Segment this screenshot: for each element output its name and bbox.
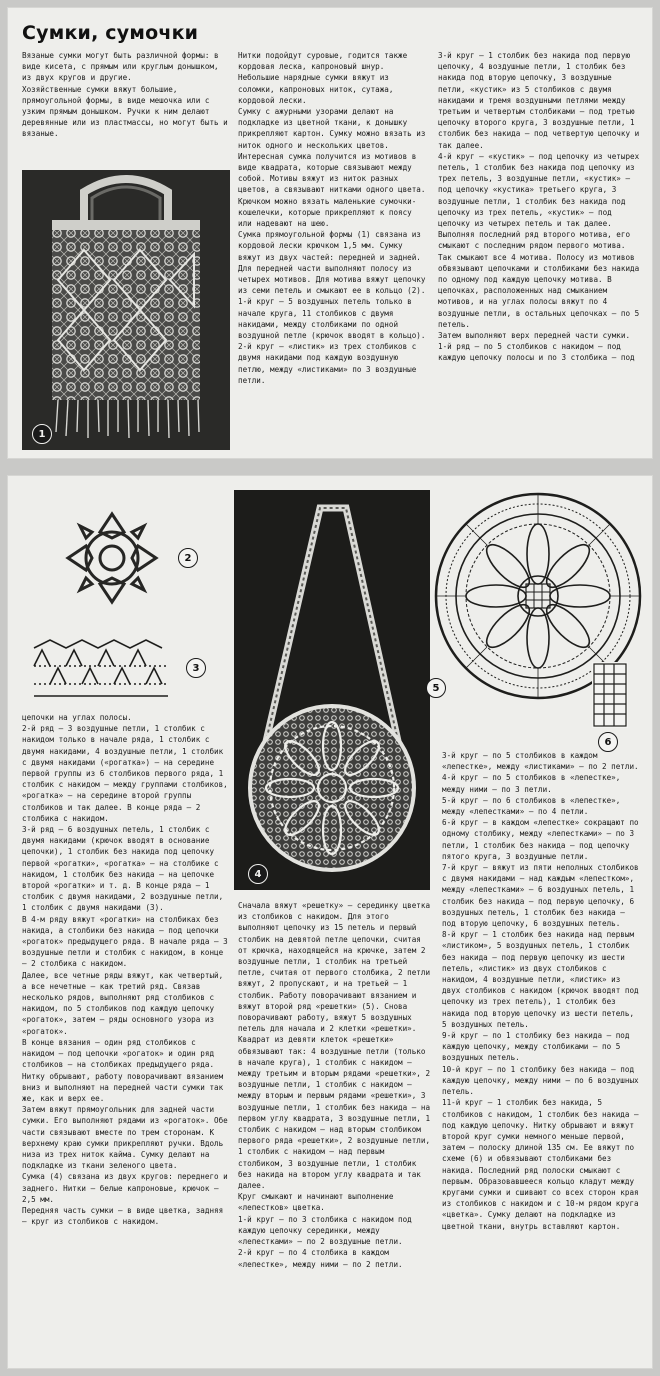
figure-6-label: 6 — [598, 732, 618, 752]
figure-4-label: 4 — [248, 864, 268, 884]
text-column-middle: Нитки подойдут суровые, годится также кордовая леска, капроновый шнур. Небольшие нарядные сумки вяжут из соломки, капроновых ниток, сутажа, кордовой лески. Сумку с ажурными узорами делают на подкладке из цветной ткани, к донышку прикрепляют картон. Сумку можно вязать из ниток одного и нескольких цветов. Интересная сумка получится из мотивов в виде квадрата, которые связывают между собой. Мотивы вяжут из ниток разных цветов, а связывают нитками одного цвета. Крючком можно вязать маленькие сумочки-кошелечки, которые прикрепляют к поясу или надевают на шею. Сумка прямоугольной формы (1) связана из кордовой лески крючком 1,5 мм. Сумку вяжут из двух частей: передней и задней. Для передней части выполняют полосу из четырех мотивов. Для мотива вяжут цепочку из семи петель и смыкают ее в кольцо (2). 1-й круг — 5 воздушных петель только в начале круга, 11 столбиков с двумя накидами, между столбиками по одной воздушной петле (крючок вводят в кольцо). 2-й круг — «листик» из трех столбиков с двумя накидами под каждую воздушную петлю, между «листиками» по 3 воздушные петли. — [238, 51, 426, 385]
text-column-left: цепочки на углах полосы. 2-й ряд — 3 воздушные петли, 1 столбик с накидом только в начале ряда, 1 столбик с двумя накидами, 4 воздушные петли, 1 столбик с двумя накидами («рогатка») — на середине первой группы из 6 столбиков первого ряда, 1 столбик с накидом — между группами столбиков, «рогатка» — на середине второй группы столбиков и так далее. В конце ряда — 2 столбика с накидом. 3-й ряд — 6 воздушных петель, 1 столбик с двумя накидами (крючок вводят в основание цепочки), 1 столбик без накида под цепочку первой «рогатки», «рогатка» — на столбике с накидом, 1 столбик без накида — на цепочке второй «рогатки» и т. д. В конце ряда — 1 столбик с двумя накидами, 2 воздушные петли, 1 столбик с двумя накидами (3). В 4-м ряду вяжут «рогатки» на столбиках без накида, а столбики без накида — под цепочки «рогаток» предыдущего ряда. В начале ряда — 3 воздушные петли и столбик с накидом, в конце — 2 столбика с накидом. Далее, все четные ряды вяжут, как четвертый, а все нечетные — как третий ряд. Связав несколько рядов, выполняют ряд столбиков с накидом, по 5 столбиков под каждую цепочку «рогаток», затем — ряды основного узора из «рогаток». В конце вязания — один ряд столбиков с накидом — под цепочки «рогаток» и один ряд столбиков — на столбиках предыдущего ряда. Нитку обрывают, работу поворачивают вязанием вниз и выполняют на передней части сумки так же, как и верх ее. Затем вяжут прямоугольник для задней части сумки. Его выполняют рядами из «рогаток». Обе части связывают вместе по трем сторонам. К верхнему краю сумки прикрепляют ручки. Вдоль низа из трех ниток кайма. Сумку делают на подкладке из ткани зеленого цвета. Сумка (4) связана из двух кругов: переднего и заднего. Нитки — белые капроновые, крючок — 2,5 мм. Передняя часть сумки — в виде цветка, задняя — круг из столбиков с накидом. — [22, 713, 228, 1227]
figure-2-label: 2 — [178, 548, 198, 568]
intro-text-column: Вязаные сумки могут быть различной формы: в виде кисета, с прямым или круглым донышком, из двух кругов и другие. Хозяйственные сумки вяжут большие, прямоугольной формы, в виде мешочка или с узким прямым донышком. Ручки к ним делают деревянные или из пластмассы, но могут быть и вязаные. — [22, 51, 228, 139]
figure-6-strip-scheme — [592, 662, 628, 728]
figure-3-label: 3 — [186, 658, 206, 678]
article-page-top — [8, 8, 652, 458]
article-title: Сумки, сумочки — [22, 22, 199, 44]
article-page-bottom — [8, 476, 652, 1368]
text-column-right: 3-й круг — 1 столбик без накида под первую цепочку, 4 воздушные петли, 1 столбик без накида под вторую цепочку, 3 воздушные петли, «кустик» из 5 столбиков с двумя накидами и тремя воздушными петлями между третьим и четвертым столбиками — под третью цепочку второго круга, 3 воздушные петли, 1 столбик без накида — под четвертую цепочку и так далее. 4-й круг — «кустик» — под цепочку из четырех петель, 1 столбик без накида под цепочку из трех петель, 3 воздушные петли, «кустик» — под цепочку «кустика» третьего круга, 3 воздушные петли, 1 столбик без накида под цепочку из трех петель, «кустик» — под цепочку из четырех петель и так далее. Выполняя последний ряд второго мотива, его смыкают с последним рядом первого мотива. Так смыкают все 4 мотива. Полосу из мотивов обвязывают цепочками и столбиками без накида по одному под каждую цепочку мотива. В цепочках, расположенных над смыканием мотивов, и на углах полосы вяжут по 4 воздушные петли, в остальных цепочках — по 5 петель. Затем выполняют верх передней части сумки. 1-й ряд — по 5 столбиков с накидом — под каждую цепочку полосы и по 3 столбика — под — [438, 51, 640, 363]
figure-1-bag-photo — [22, 170, 230, 450]
text-column-right: 3-й круг — по 5 столбиков в каждом «лепестке», между «листиками» — по 2 петли. 4-й круг — по 5 столбиков в «лепестке», между ними — по 3 петли. 5-й круг — по 6 столбиков в «лепестке», между «лепестками» — по 4 петли. 6-й круг — в каждом «лепестке» сокращают по одному столбику, между «лепестками» — по 3 петли, 1 столбик без накида — под цепочку пятого круга, 3 воздушные петли. 7-й круг — вяжут из пяти неполных столбиков с двумя накидами — над каждым «лепестком», между «лепестками» — 6 воздушных петель, 1 столбик без накида — под первую цепочку, 6 воздушных петель, 1 столбик без накида — под вторую цепочку, 6 воздушных петель. 8-й круг — 1 столбик без накида над первым «листиком», 5 воздушных петель, 1 столбик без накида — под первую цепочку из шести петель, «листик» из двух столбиков с накидом, 4 воздушные петли, «листик» из двух столбиков с накидом (крючок вводят под цепочку из трех петель), 1 столбик без накида под вторую цепочку из шести петель, 5 воздушных петель. 9-й круг — по 1 столбику без накида — под каждую цепочку, между столбиками — по 5 воздушных петель. 10-й круг — по 1 столбику без накида — под каждую цепочку, между ними — по 6 воздушных петель. 11-й круг — 1 столбик без накида, 5 столбиков с накидом, 1 столбик без накида — под каждую цепочку. Нитку обрывают и вяжут второй круг сумки немного меньше первой, затем — полоску длиной 135 см. Ее вяжут по схеме (6) и обвязывают столбиками без накида. Последний ряд полоски смыкают с первым. Образовавшееся кольцо кладут между кругами сумки и сшивают со всех сторон края из столбиков с накидом и с 10-м рядом круга «цветка». Сумку делают на подкладке из цветной ткани, внутрь вставляют картон. — [442, 751, 639, 1231]
figure-4-round-bag-photo — [234, 490, 430, 890]
figure-2-motif-photo — [62, 508, 162, 608]
figure-5-label: 5 — [426, 678, 446, 698]
figure-3-pattern-scheme — [28, 636, 178, 702]
text-column-center: Сначала вяжут «решетку» — серединку цветка из столбиков с накидом. Для этого выполняют цепочку из 15 петель и первый столбик на девятой петле цепочки, считая от крючка, находящейся на крючке, затем 2 воздушные петли, 1 столбик на третьей петле, считая от первого столбика, 2 петли вяжут, 2 пропускают, и на третьей — 1 столбик. Работу поворачивают вязанием и вяжут второй ряд «решетки» (5). Снова поворачивают работу, вяжут 5 воздушных петель для начала и 2 клетки «решетки». Квадрат из девяти клеток «решетки» обвязывают так: 4 воздушные петли (только в начале круга), 1 столбик с накидом — между третьим и вторым рядами «решетки», 2 воздушные петли, 1 столбик с накидом — между вторым и первым рядами «решетки», 3 воздушные петли, 1 столбик без накида — на первом углу квадрата, 3 воздушные петли, 1 столбик с накидом — над вторым столбиком первого ряда «решетки», 2 воздушные петли, 1 столбик с накидом — над первым столбиком, 3 воздушные петли, 1 столбик без накида на втором углу квадрата и так далее. Круг смыкают и начинают выполнение «лепестков» цветка. 1-й круг — по 3 столбика с накидом под каждую цепочку серединки, между «лепестками» — по 2 воздушные петли. 2-й круг — по 4 столбика в каждом «лепестке», между ними — по 2 петли. — [238, 901, 431, 1269]
figure-1-label: 1 — [32, 424, 52, 444]
